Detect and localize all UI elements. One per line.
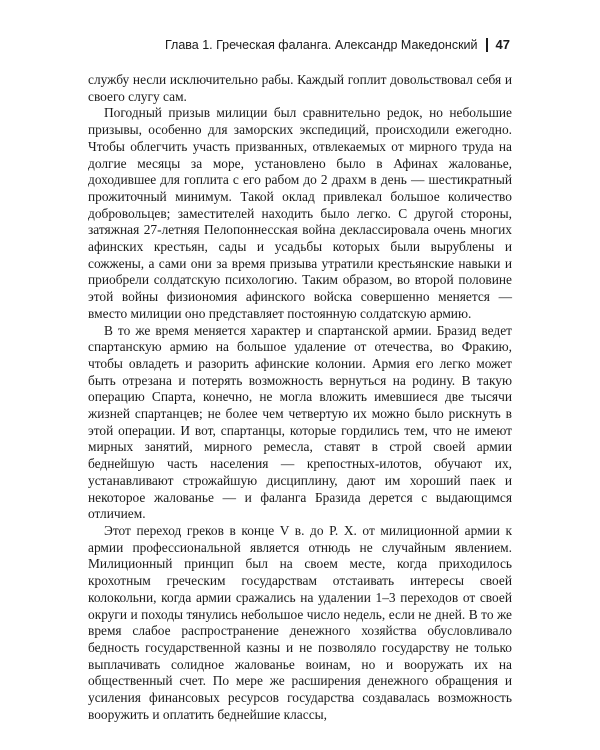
running-header xyxy=(165,37,510,52)
paragraph: Погодный призыв милиции был сравнительно редок, но небольшие призывы, особенно для заморских экспедиций, происходили ежегодно. Чтобы облегчить участь призванных, отвлекаемых от мирного труда на долгие месяцы за море, установлено было в Афинах жалованье, доходившее для гоплита с его рабом до 2 драхм в день — шестикратный прожиточный минимум. Такой оклад привлекал большое количество добровольцев; заместителей находить было легко. С другой стороны, затяжная 27-летняя Пелопоннесская война деклассировала очень многих афинских крестьян, сады и усадьбы которых были вырублены и сожжены, а сами они за время призыва утратили крестьянские навыки и приобрели солдатскую психологию. Таким образом, во второй половине этой войны физиономия афинского войска совершенно меняется — вместо милиции оно представляет постоянную солдатскую армию. xyxy=(88,105,512,321)
page-body xyxy=(88,72,512,723)
page-number: 47 xyxy=(495,37,510,52)
header-separator xyxy=(486,38,488,52)
paragraph: Этот переход греков в конце V в. до Р. Х. от милиционной армии к армии профессиональной является отнюдь не случайным явлением. Милиционный принцип был на своем месте, когда приходилось крохотным греческим государствам отстаивать интересы своей колокольни, когда армии сражались на удалении 1–3 переходов от своей округи и походы тянулись небольшое число недель, если не дней. В то же время слабое распространение денежного хозяйства обусловливало бедность государственной казны и не позволяло государству не только выплачивать солидное жалованье воинам, но и вооружать их на общественный счет. По мере же расширения денежного обращения и усиления финансовых ресурсов государства создавалась возможность вооружить и оплатить беднейшие классы, xyxy=(88,522,512,722)
paragraph-continued: службу несли исключительно рабы. Каждый гоплит довольствовал себя и своего слугу сам. xyxy=(88,72,512,104)
paragraph: В то же время меняется характер и спартанской армии. Бразид ведет спартанскую армию на большое удаление от отечества, во Фракию, чтобы овладеть и разорить афинские колонии. Армия его легко может быть отрезана и потерять возможность вернуться на родину. В такую операцию Спарта, конечно, не могла вложить имевшиеся две тысячи жизней спартанцев; не более чем четвертую их можно было рискнуть в этой операции. И вот, спартанцы, которые гордились тем, что не имеют мирных занятий, мирного ремесла, ставят в строй своей армии беднейшую часть населения — крепостных-илотов, обучают их, устанавливают строжайшую дисциплину, дают им хороший паек и некоторое жалованье — и фаланга Бразида дерется с выдающимся отличием. xyxy=(88,322,512,522)
running-title: Глава 1. Греческая фаланга. Александр Македонский xyxy=(164,37,478,52)
